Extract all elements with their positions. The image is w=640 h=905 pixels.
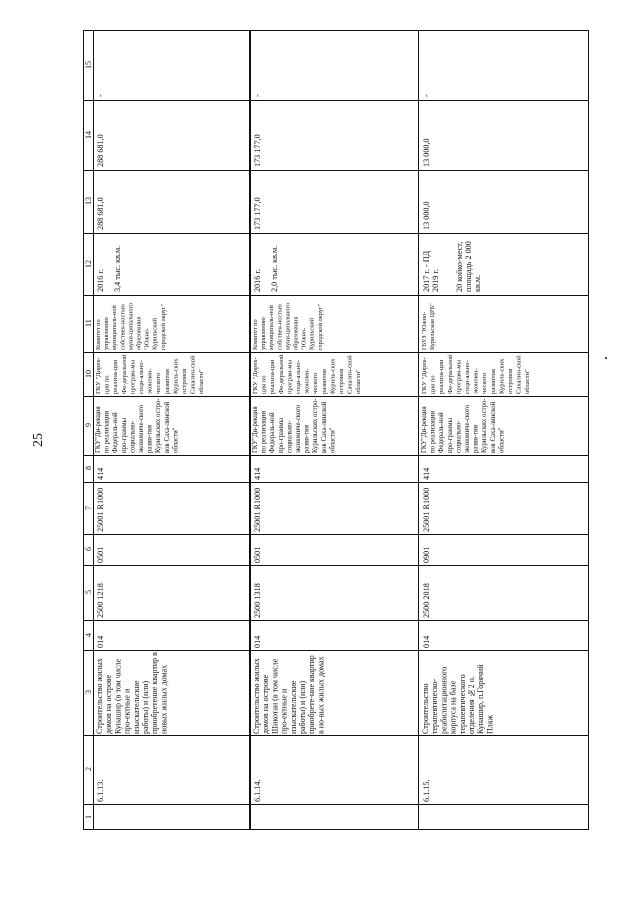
row2-col3-object: Строительство жилых домов на острове Шикотан (в том числе про-ектные и изыскательские работы) и (или) приобрете-ние квартир в но-вых жилых домах xyxy=(252,655,326,734)
row3-col12-year: 2017 г. - ПД 2019 г. xyxy=(422,250,440,292)
row3-col7: 25001 R1000 xyxy=(422,487,431,532)
col-header-3: 3 xyxy=(84,690,93,695)
row-separator-2 xyxy=(418,30,419,830)
row2-col14: 173 177,0 xyxy=(253,134,262,167)
row3-col15: - xyxy=(422,94,431,97)
row1-col7: 25001 R1000 xyxy=(96,487,105,532)
page-number: 25 xyxy=(31,433,46,447)
row2-col12-year: 2016 г. xyxy=(253,269,262,292)
col-header-8: 8 xyxy=(84,466,93,471)
col-sep-9-8 xyxy=(83,455,589,456)
col-sep-10-9 xyxy=(83,396,589,397)
col-sep-5-4 xyxy=(83,620,589,621)
budget-table xyxy=(83,30,589,830)
row1-col10: ГКУ "Дирек-ция по реализа-ции Фе-деральной програм-мы соци-ально-экономи-ческого развития Куриль-ских островов Сахалин-ской области" xyxy=(95,354,206,394)
row3-col6: 0901 xyxy=(422,546,431,563)
col-sep-3-2 xyxy=(83,735,589,736)
col-header-14: 14 xyxy=(84,131,93,139)
col-header-7: 7 xyxy=(84,506,93,510)
row2-col6: 0501 xyxy=(253,546,262,563)
row3-col12-capacity: 20 койко-мест, площадь 2 000 кв.м. xyxy=(455,241,482,292)
col-sep-7-6 xyxy=(83,534,589,535)
row2-col12-capacity: 2,0 тыс. кв.м. xyxy=(270,245,279,292)
col-header-4: 4 xyxy=(84,633,93,637)
row3-col13: 13 000,0 xyxy=(422,201,431,230)
row-separator-1 xyxy=(249,30,251,830)
row1-col11: Комитет по управлению муниципаль-ной собствен-ностью муни-ципального образования "Южно-Курильский городской округ" xyxy=(95,302,167,350)
row3-col8: 414 xyxy=(422,467,431,480)
col-sep-12-11 xyxy=(83,295,589,296)
row1-col2-number: 6.1.13. xyxy=(96,779,105,802)
col-sep-2-1 xyxy=(83,804,589,805)
col-header-9: 9 xyxy=(84,423,93,428)
table-border-right xyxy=(588,30,589,830)
col-header-11: 11 xyxy=(84,319,93,328)
row2-col11: Комитет по управлению муниципаль-ной собствен-ностью муни-ципального образования "Южно-Курильский городской округ" xyxy=(252,302,324,350)
col-header-5: 5 xyxy=(84,590,93,595)
row3-col9: ГКУ"Ди-рекция по реализации Федераль-ной про-граммы социально-экономиче-ского разви-тия Курильских остро-вов Саха-линской области" xyxy=(421,398,506,453)
row1-col5: 2500 1218 xyxy=(96,583,105,618)
row2-col15: - xyxy=(253,94,262,97)
row1-col12-year: 2016 г. xyxy=(96,269,105,292)
row3-col5: 2500 2018 xyxy=(422,583,431,618)
col-sep-14-13 xyxy=(83,170,589,171)
col-sep-6-5 xyxy=(83,565,589,566)
row2-col7: 25001 R1000 xyxy=(253,487,262,532)
row2-col8: 414 xyxy=(253,467,262,480)
col-sep-15-14 xyxy=(83,100,589,101)
row1-col14: 288 681,0 xyxy=(96,134,105,167)
row3-col11: ГБУЗ "Южно-Курильская ЦРБ" xyxy=(421,303,437,350)
row1-col6: 0501 xyxy=(96,546,105,563)
row1-col3-object: Строительство жилых домов на острове Кунашир (в том числе про-ектные и изыскательские работы) и (или) приобретение квартир в новых жилых домах xyxy=(95,652,169,734)
row1-col15: - xyxy=(96,94,105,97)
header-row-separator xyxy=(93,30,94,830)
col-sep-top xyxy=(83,30,589,31)
row2-col5: 2500 1318 xyxy=(253,583,262,618)
col-sep-8-7 xyxy=(83,482,589,483)
col-sep-bottom xyxy=(83,829,589,830)
row1-col12-capacity: 3,4 тыс. кв.м. xyxy=(113,245,122,292)
row3-col2-number: 6.1.15. xyxy=(422,779,431,802)
row2-col4: 014 xyxy=(253,635,262,648)
col-header-2: 2 xyxy=(84,767,93,772)
col-header-13: 13 xyxy=(84,197,93,206)
row1-col8: 414 xyxy=(96,467,105,480)
row1-col9: ГКУ"Ди-рекция по реализации Федераль-ной про-граммы социально-экономиче-ского разви-тия Курильских остро-вов Саха-линской области" xyxy=(95,398,180,453)
row1-col13: 288 681,0 xyxy=(96,197,105,230)
col-header-12: 12 xyxy=(84,260,93,268)
scan-speck xyxy=(605,357,607,359)
row3-col14: 13 000,0 xyxy=(422,138,431,167)
row2-col13: 173 177,0 xyxy=(253,197,262,230)
col-header-10: 10 xyxy=(84,370,93,378)
col-sep-13-12 xyxy=(83,233,589,234)
col-header-1: 1 xyxy=(84,815,93,819)
row3-col10: ГКУ "Дирек-ция по реализа-ции Фе-деральной програм-мы соци-ально-экономи-ческого развития Куриль-ских островов Сахалин-ской области" xyxy=(421,354,532,394)
row2-col10: ГКУ "Дирек-ция по реализа-ции Фе-деральной програм-мы соци-ально-экономи-ческого развития Куриль-ских островов Сахалин-ской области" xyxy=(252,354,363,394)
row3-col3-object: Строительство терапевтическо-реабилитационного корпуса на базе терапевтического отделения №2 о. Кунашир, п.Горячий Пляж xyxy=(421,664,495,734)
row2-col2-number: 6.1.14. xyxy=(253,779,262,802)
row3-col4: 014 xyxy=(422,635,431,648)
row1-col4: 014 xyxy=(96,635,105,648)
col-sep-4-3 xyxy=(83,650,589,651)
col-sep-11-10 xyxy=(83,352,589,353)
col-header-15: 15 xyxy=(84,61,93,69)
col-header-6: 6 xyxy=(84,547,93,552)
row2-col9: ГКУ"Ди-рекция по реализации Федераль-ной про-граммы социально-экономиче-ского разви-тия Курильских остро-вов Саха-линской области" xyxy=(252,398,337,453)
